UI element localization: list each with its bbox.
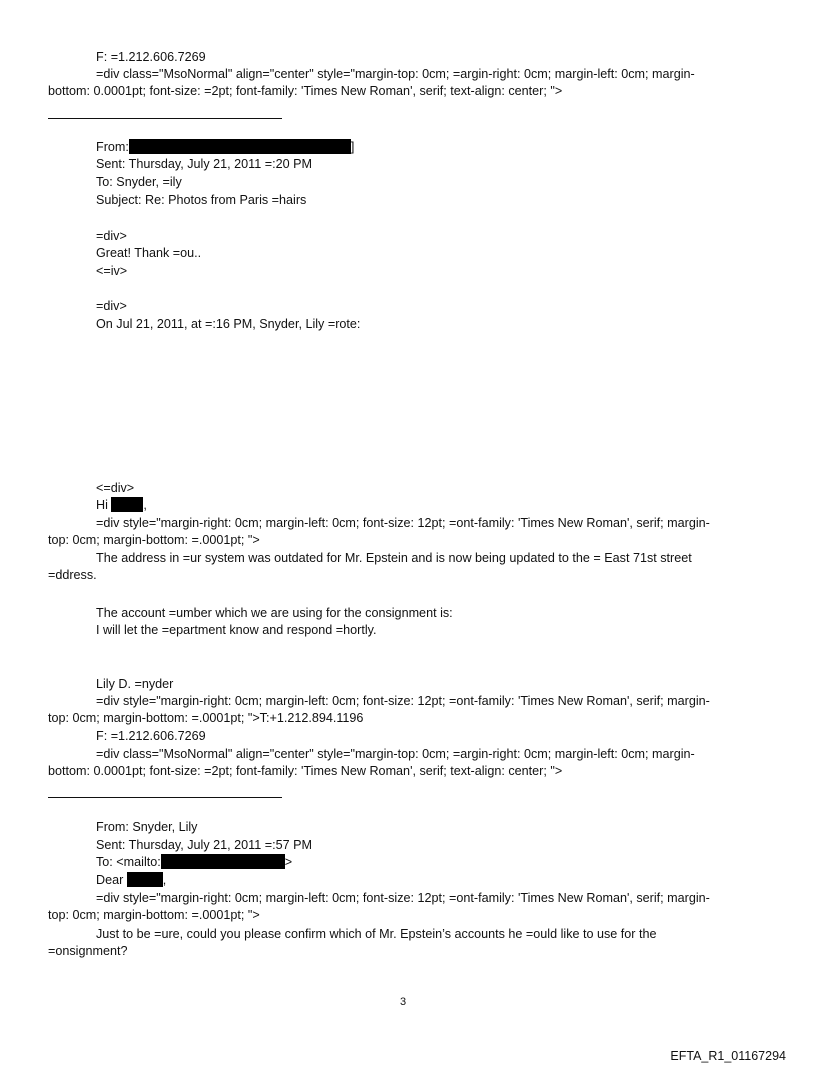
redaction-box — [111, 497, 143, 512]
address-paragraph: The address in =ur system was outdated for Mr. Epstein and is now being updated to the = East 71st street =ddress. — [48, 551, 692, 582]
dear-line: Dear , — [96, 873, 167, 887]
fax-line: F: =1.212.606.7269 — [96, 50, 206, 64]
from-line: From: ] — [96, 140, 355, 154]
reply-text: Great! Thank =ou.. — [96, 246, 202, 260]
html-div-text: =div style="margin-right: 0cm; margin-left: 0cm; font-size: 12pt; =ont-family: 'Times New Roman', serif; margin- top: 0cm; margin-bottom: =.0001pt; ">T:+1.212.894.1196 — [48, 694, 710, 725]
html-div-text: =div style="margin-right: 0cm; margin-left: 0cm; font-size: 12pt; =ont-family: 'Times New Roman', serif; margin- top: 0cm; margin-bottom: =.0001pt; "> — [48, 516, 710, 547]
fax-line: F: =1.212.606.7269 — [96, 729, 206, 743]
account-paragraph: The account =umber which we are using for the consignment is: — [96, 606, 453, 620]
div-open-tag: =div> — [96, 229, 127, 243]
signature-name: Lily D. =nyder — [96, 677, 174, 691]
to-line: To: <mailto: > — [96, 855, 293, 869]
page-number: 3 — [400, 996, 407, 1008]
from-line: From: Snyder, Lily — [96, 820, 198, 834]
html-div-text: =div style="margin-right: 0cm; margin-left: 0cm; font-size: 12pt; =ont-family: 'Times New Roman', serif; margin- top: 0cm; margin-bottom: =.0001pt; "> — [48, 891, 710, 922]
sent-line: Sent: Thursday, July 21, 2011 =:57 PM — [96, 838, 312, 852]
sent-line: Sent: Thursday, July 21, 2011 =:20 PM — [96, 157, 312, 171]
separator-rule — [48, 797, 282, 798]
consignment-question: Just to be =ure, could you please confirm which of Mr. Epstein’s accounts he =ould like to use for the =onsignment? — [48, 927, 657, 958]
separator-rule — [48, 118, 282, 119]
html-div-text: =div class="MsoNormal" align="center" style="margin-top: 0cm; =argin-right: 0cm; margin-left: 0cm; margin- bottom: 0.0001pt; font-size: =2pt; font-family: 'Times New Roman', serif; text-align: center; "> — [48, 747, 695, 778]
document-id: EFTA_R1_01167294 — [670, 1049, 786, 1063]
div-open-tag: =div> — [96, 299, 127, 313]
html-div-text: =div class="MsoNormal" align="center" style="margin-top: 0cm; =argin-right: 0cm; margin-left: 0cm; margin- bottom: 0.0001pt; font-size: =2pt; font-family: 'Times New Roman', serif; text-align: center; "> — [48, 67, 695, 98]
quote-intro: On Jul 21, 2011, at =:16 PM, Snyder, Lily =rote: — [96, 317, 361, 331]
div-open-tag: <=div> — [96, 481, 135, 495]
greeting-line: Hi , — [96, 498, 147, 512]
to-line: To: Snyder, =ily — [96, 175, 182, 189]
department-paragraph: I will let the =epartment know and respond =hortly. — [96, 623, 377, 637]
redaction-box — [127, 872, 163, 887]
redaction-box — [161, 854, 285, 869]
subject-line: Subject: Re: Photos from Paris =hairs — [96, 193, 307, 207]
redaction-box — [129, 139, 351, 154]
div-close-tag: <=iv> — [96, 264, 128, 278]
